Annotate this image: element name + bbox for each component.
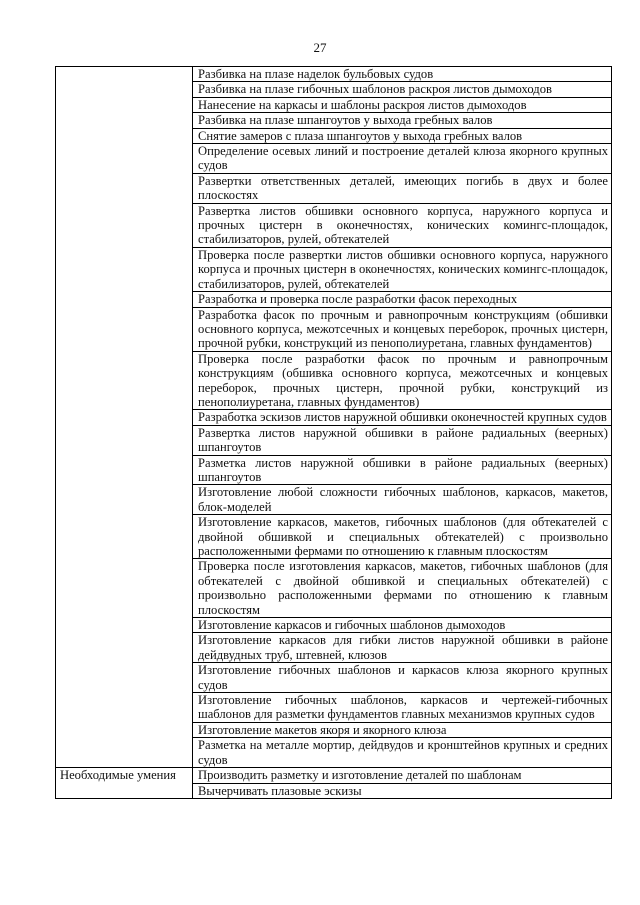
row-text: Разметка на металле мортир, дейдвудов и кронштейнов крупных и средних судов [193, 738, 612, 768]
row-text: Разбивка на плазе шпангоутов у выхода гребных валов [193, 113, 612, 128]
row-label [56, 410, 193, 425]
table-row [56, 768, 612, 783]
row-label [56, 633, 193, 663]
row-label [56, 292, 193, 307]
table-row [56, 307, 612, 351]
page-number: 27 [313, 40, 327, 55]
table-row [56, 485, 612, 515]
row-text: Снятие замеров с плаза шпангоутов у выхода гребных валов [193, 128, 612, 143]
table-row [56, 722, 612, 737]
row-label [56, 247, 193, 291]
row-label [56, 455, 193, 485]
row-text: Разработка фасок по прочным и равнопрочным конструкциям (обшивки основного корпуса, межотсечных и концевых переборок, прочных цистерн, прочной рубки, конструкций из пенополиуретана, главных фундаментов) [193, 307, 612, 351]
table-row [56, 559, 612, 618]
row-text: Изготовление любой сложности гибочных шаблонов, каркасов, макетов, блок-моделей [193, 485, 612, 515]
row-text: Изготовление каркасов, макетов, гибочных шаблонов (для обтекателей с двойной обшивкой и специальных обтекателей) с произвольно расположенными фермами по отношению к главным плоскостям [193, 515, 612, 559]
table-row [56, 618, 612, 633]
row-label [56, 307, 193, 351]
row-text: Определение осевых линий и построение деталей клюза якорного крупных судов [193, 144, 612, 174]
row-label [56, 663, 193, 693]
row-label-skills: Необходимые умения [56, 768, 193, 783]
row-text: Разметка листов наружной обшивки в районе радиальных (веерных) шпангоутов [193, 455, 612, 485]
row-label [56, 485, 193, 515]
row-text: Разработка и проверка после разработки фасок переходных [193, 292, 612, 307]
table-row [56, 247, 612, 291]
table-row [56, 663, 612, 693]
table-row [56, 351, 612, 410]
row-label [56, 67, 193, 82]
skills-table [55, 66, 612, 799]
row-label [56, 128, 193, 143]
row-label [56, 203, 193, 247]
row-text: Развертка листов обшивки основного корпуса, наружного корпуса и прочных цистерн в оконечностях, конических комингс-площадок, стабилизаторов, рулей, обтекателей [193, 203, 612, 247]
row-text: Изготовление макетов якоря и якорного клюза [193, 722, 612, 737]
row-label [56, 82, 193, 97]
row-text: Изготовление каркасов и гибочных шаблонов дымоходов [193, 618, 612, 633]
row-text: Проверка после разработки фасок по прочным и равнопрочным конструкциям (обшивка основного корпуса, межотсечных и концевых переборок, прочных цистерн, прочной рубки, конструкций из пенополиуретана, главных фундаментов) [193, 351, 612, 410]
table-row [56, 515, 612, 559]
row-text: Изготовление каркасов для гибки листов наружной обшивки в районе дейдвудных труб, штевней, клюзов [193, 633, 612, 663]
row-text: Проверка после изготовления каркасов, макетов, гибочных шаблонов (для обтекателей с двойной обшивкой и специальных обтекателей) с произвольно расположенными фермами по отношению к главным плоскостям [193, 559, 612, 618]
row-label [56, 113, 193, 128]
row-text: Развертки ответственных деталей, имеющих погибь в двух и более плоскостях [193, 173, 612, 203]
row-text: Вычерчивать плазовые эскизы [193, 783, 612, 798]
row-label [56, 173, 193, 203]
row-label [56, 722, 193, 737]
table-row [56, 292, 612, 307]
table-row [56, 82, 612, 97]
row-text: Разбивка на плазе гибочных шаблонов раскроя листов дымоходов [193, 82, 612, 97]
row-text: Проверка после развертки листов обшивки основного корпуса, наружного корпуса и прочных цистерн в оконечностях, конических комингс-площадок, стабилизаторов, рулей, обтекателей [193, 247, 612, 291]
row-label [56, 693, 193, 723]
row-label [56, 783, 193, 798]
table-row [56, 144, 612, 174]
table-row [56, 455, 612, 485]
row-label [56, 618, 193, 633]
row-text: Изготовление гибочных шаблонов, каркасов и чертежей-гибочных шаблонов для разметки фундаментов главных механизмов крупных судов [193, 693, 612, 723]
table-row [56, 410, 612, 425]
table-row [56, 783, 612, 798]
row-text: Изготовление гибочных шаблонов и каркасов клюза якорного крупных судов [193, 663, 612, 693]
row-text: Разработка эскизов листов наружной обшивки оконечностей крупных судов [193, 410, 612, 425]
row-text: Производить разметку и изготовление деталей по шаблонам [193, 768, 612, 783]
table-row [56, 67, 612, 82]
row-text: Нанесение на каркасы и шаблоны раскроя листов дымоходов [193, 97, 612, 112]
row-label [56, 425, 193, 455]
table-row [56, 97, 612, 112]
row-label [56, 559, 193, 618]
row-text: Развертка листов наружной обшивки в районе радиальных (веерных) шпангоутов [193, 425, 612, 455]
row-label [56, 738, 193, 768]
row-label [56, 515, 193, 559]
table-row [56, 425, 612, 455]
table-row [56, 738, 612, 768]
row-label [56, 144, 193, 174]
table-row [56, 693, 612, 723]
table-row [56, 113, 612, 128]
row-label [56, 97, 193, 112]
table-row [56, 203, 612, 247]
row-label [56, 351, 193, 410]
row-text: Разбивка на плазе наделок бульбовых судов [193, 67, 612, 82]
table-row [56, 173, 612, 203]
table-row [56, 128, 612, 143]
table-row [56, 633, 612, 663]
